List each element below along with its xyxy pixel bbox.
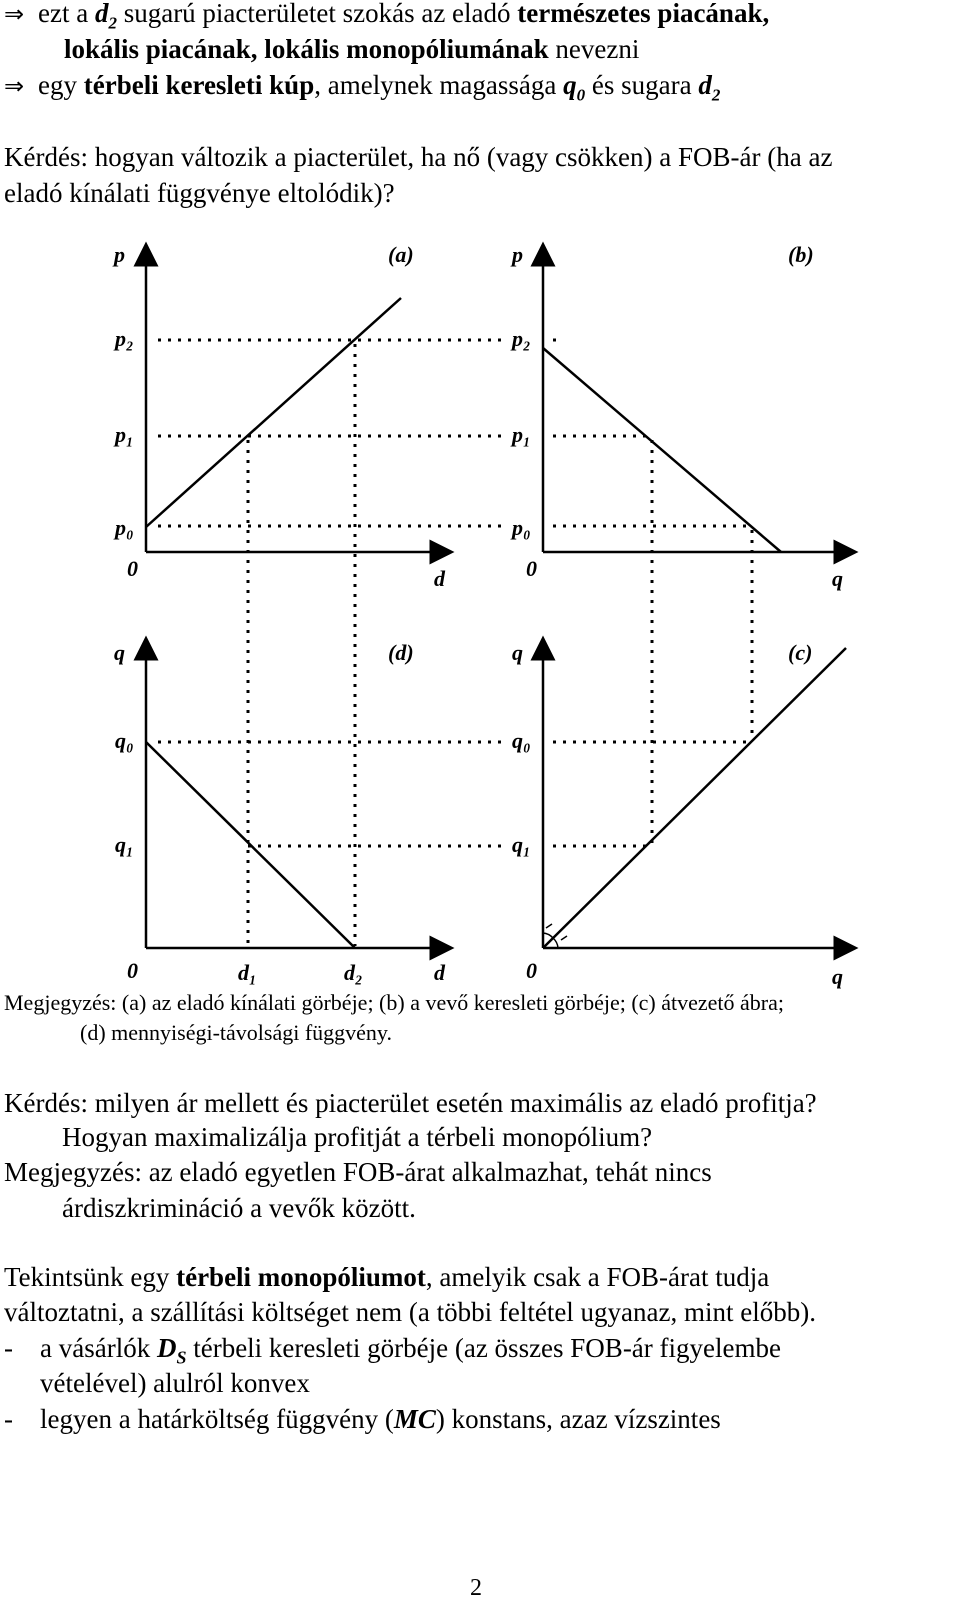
supply-curve [146, 298, 401, 527]
tick-p1: p₁ [115, 422, 134, 447]
origin-label: 0 [127, 958, 138, 983]
angle-arc [553, 938, 558, 948]
intro-line-2: lokális piacának, lokális monopóliumának nevezni [64, 34, 640, 64]
origin-label: 0 [526, 556, 537, 581]
x-axis-label: d [434, 566, 445, 591]
x-axis-label: d [434, 960, 445, 985]
intro-line-3: ⇒ egy térbeli keresleti kúp, amelynek magassága $q_0$ és sugara $d_2$ [4, 70, 721, 105]
question-block-line-2: Hogyan maximalizálja profitját a térbeli monopólium? [62, 1122, 653, 1152]
figure-note-line-1: Megjegyzés: (a) az eladó kínálati görbéje; (b) a vevő keresleti görbéje; (c) átvezető ábra; [4, 990, 785, 1015]
tick-p0: p₀ [512, 515, 531, 540]
panel-tag: (a) [388, 242, 414, 267]
y-axis-label: p [512, 242, 523, 267]
y-axis-label: q [114, 640, 125, 665]
x-axis-label: q [832, 964, 843, 989]
tick-q1: q₁ [115, 832, 134, 857]
body-line-4: vételével) alulról konvex [40, 1368, 310, 1398]
question-line-1: Kérdés: hogyan változik a piacterület, ha nő (vagy csökken) a FOB-ár (ha az [4, 142, 833, 172]
body-line-2: változtatni, a szállítási költséget nem (a többi feltétel ugyanaz, mint előbb). [4, 1297, 816, 1327]
origin-label: 0 [127, 556, 138, 581]
angle-arc [543, 933, 553, 938]
tick-q1: q₁ [512, 832, 531, 857]
question-block-line-1: Kérdés: milyen ár mellett és piacterület esetén maximális az eladó profitja? [4, 1088, 817, 1118]
panel-a [112, 242, 446, 591]
transfer-line [543, 648, 846, 948]
body-line-3: - a vásárlók $D_S$ térbeli keresleti görbéje (az összes FOB-ár figyelembe [4, 1333, 781, 1368]
panel-tag: (c) [788, 640, 813, 665]
body-line-5: - legyen a határköltség függvény (MC) konstans, azaz vízszintes [4, 1404, 721, 1434]
question-block-line-3: Megjegyzés: az eladó egyetlen FOB-árat alkalmazhat, tehát nincs [4, 1157, 712, 1187]
tick-d2: d₂ [344, 960, 363, 985]
tick-p2: p₂ [115, 326, 134, 351]
panel-tag: (b) [788, 242, 814, 267]
x-axis-label: q [832, 566, 843, 591]
y-axis-label: p [114, 242, 125, 267]
tick-p1: p₁ [512, 422, 531, 447]
origin-label: 0 [526, 958, 537, 983]
figure-note-line-2: (d) mennyiségi-távolsági függvény. [80, 1020, 392, 1045]
panel-tag: (d) [388, 640, 414, 665]
body-line-1: Tekintsünk egy térbeli monopóliumot, amelyik csak a FOB-árat tudja [4, 1262, 770, 1292]
y-axis-label: q [512, 640, 523, 665]
demand-curve [543, 348, 781, 552]
tick-q0: q₀ [512, 728, 531, 753]
tick-p0: p₀ [115, 515, 134, 540]
question-line-2: eladó kínálati függvénye eltolódik)? [4, 178, 395, 208]
panel-b [510, 242, 846, 591]
tick-d1: d₁ [238, 960, 257, 985]
question-block-line-4: árdiszkrimináció a vevők között. [62, 1193, 416, 1223]
panel-c [512, 640, 846, 989]
tick-q0: q₀ [115, 728, 134, 753]
four-quadrant-diagram [0, 240, 960, 990]
intro-line-1: ⇒ ezt a $d_2$ sugarú piacterületet szokás az eladó természetes piacának, [4, 0, 769, 40]
dotted-guides [158, 340, 752, 946]
implies-arrow-icon: ⇒ [4, 0, 25, 28]
page-number: 2 [470, 1575, 482, 1601]
tick-p2: p₂ [512, 326, 531, 351]
panel-d [114, 640, 446, 985]
implies-arrow-icon: ⇒ [4, 72, 25, 100]
